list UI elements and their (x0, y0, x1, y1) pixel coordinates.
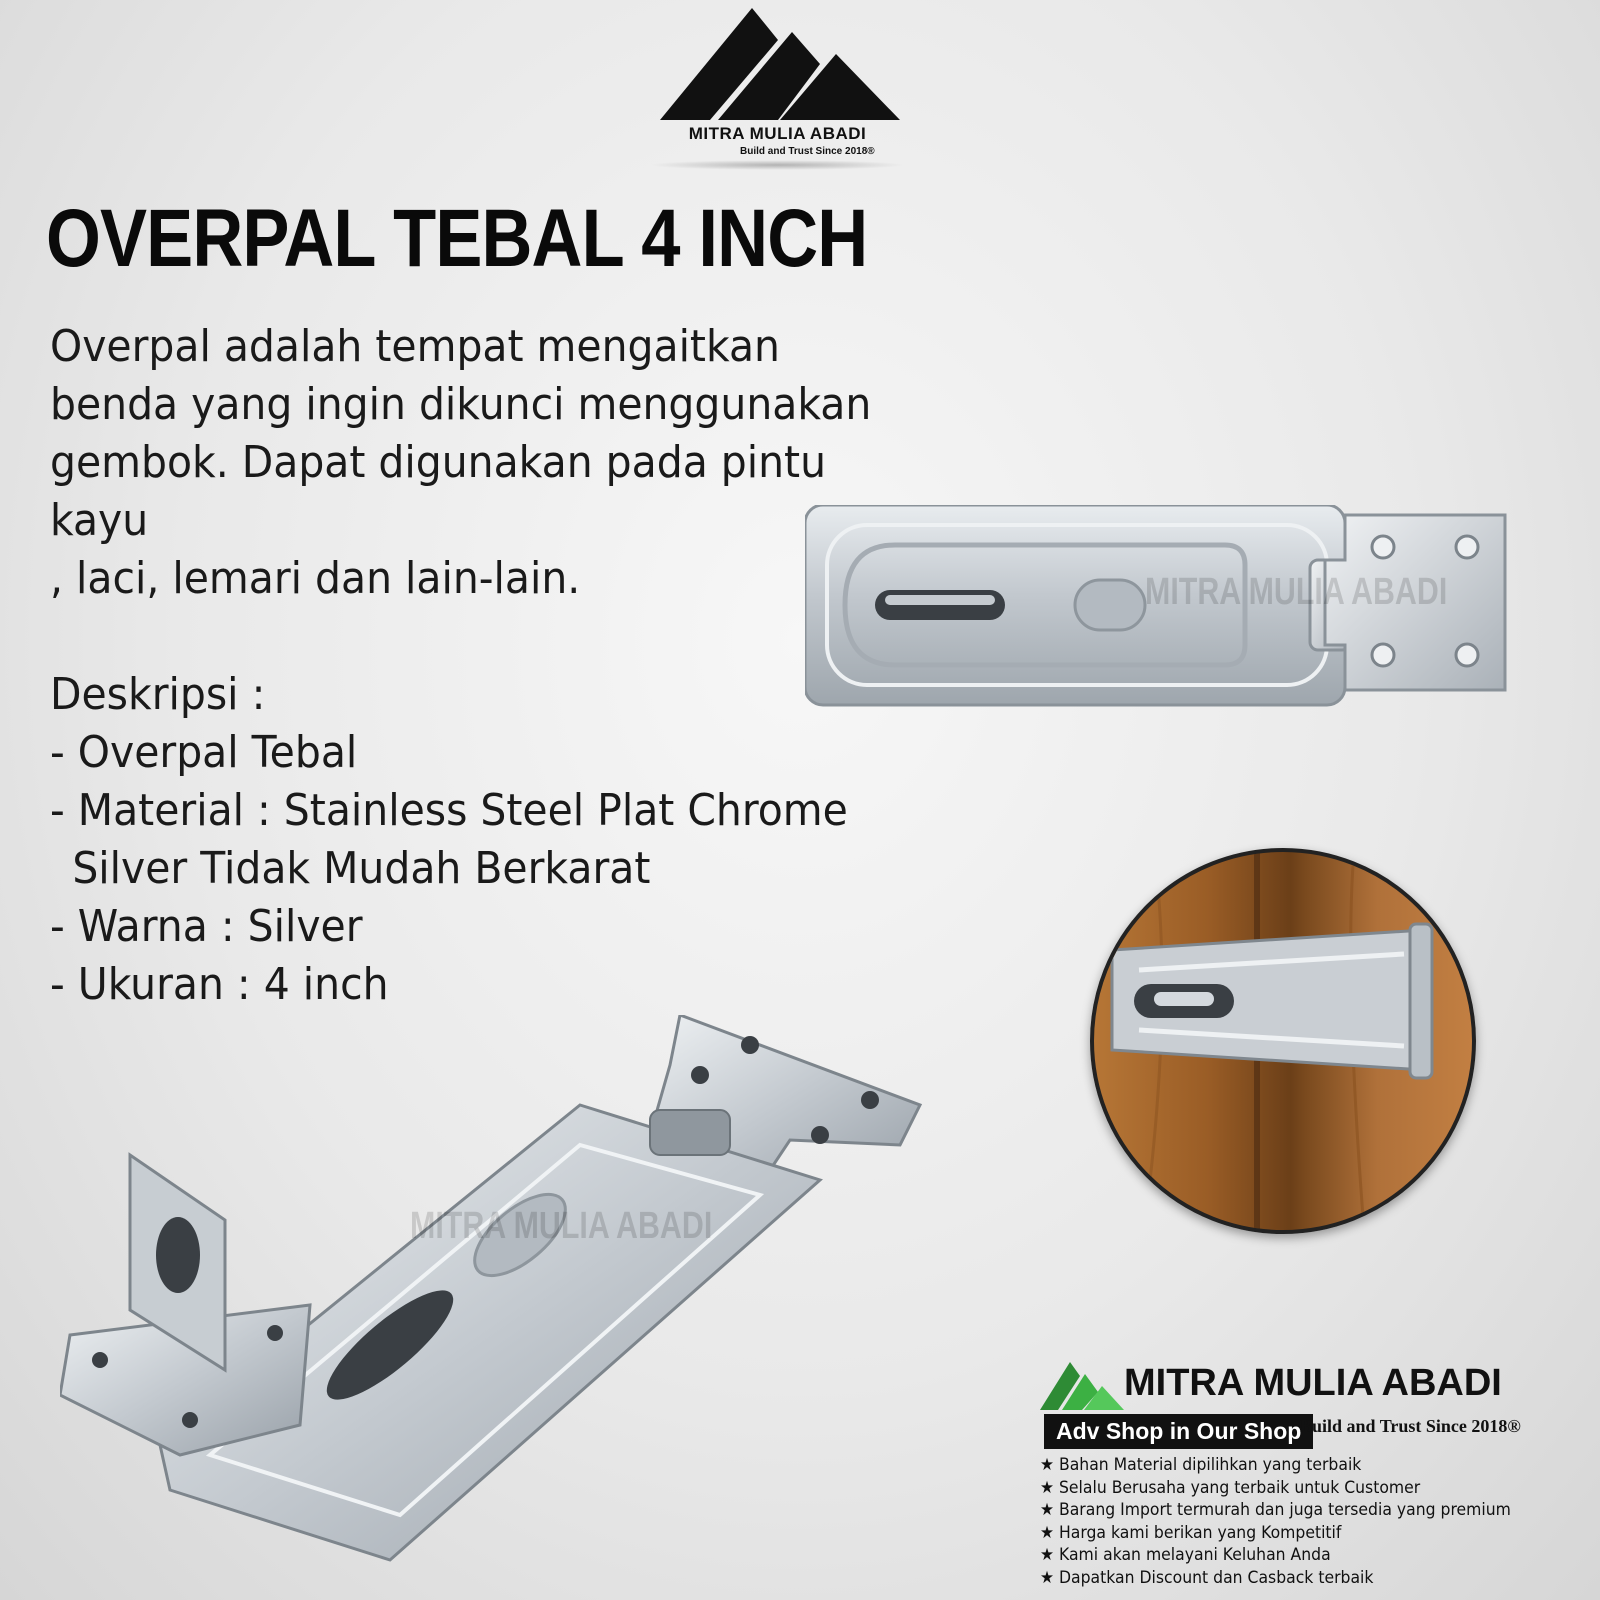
mountain-logo-green-icon (1040, 1362, 1130, 1412)
shop-badge: Adv Shop in Our Shop (1044, 1414, 1313, 1449)
feature-item: ★ Kami akan melayani Keluhan Anda (1040, 1545, 1331, 1565)
logo-shadow (650, 160, 905, 170)
description-line: gembok. Dapat digunakan pada pintu kayu (50, 437, 827, 546)
description-item: - Warna : Silver (50, 901, 363, 952)
feature-item: ★ Selalu Berusaha yang terbaik untuk Customer (1040, 1477, 1421, 1498)
feature-item: ★ Bahan Material dipilihkan yang terbaik (1040, 1455, 1362, 1475)
product-image-installed (1090, 848, 1476, 1234)
feature-item: ★ Barang Import termurah dan juga tersedia yang premium (1040, 1500, 1511, 1520)
spacer (50, 608, 934, 666)
feature-item: ★ Harga kami berikan yang Kompetitif (1040, 1522, 1342, 1543)
brand-tagline: Build and Trust Since 2018® (740, 146, 875, 157)
description-item: - Material : Stainless Steel Plat Chrome (50, 785, 848, 836)
description-heading: Deskripsi : (50, 669, 266, 720)
page-title: OVERPAL TEBAL 4 INCH (46, 193, 868, 284)
shop-info-panel (1040, 1362, 1600, 1597)
feature-item: ★ Dapatkan Discount dan Casback terbaik (1040, 1567, 1374, 1588)
mountain-logo-icon (660, 8, 900, 123)
product-description (50, 318, 934, 1014)
description-line: Overpal adalah tempat mengaitkan (50, 321, 780, 372)
product-image-hasp-angled (60, 1015, 940, 1575)
description-item: - Overpal Tebal (50, 727, 358, 778)
feature-list (1040, 1454, 1552, 1589)
description-item: Silver Tidak Mudah Berkarat (72, 843, 651, 894)
shop-tagline: Build and Trust Since 2018® (1300, 1416, 1521, 1436)
watermark-text: MITRA MULIA ABADI (410, 1205, 713, 1247)
product-image-hasp-flat (805, 505, 1545, 725)
brand-name: MITRA MULIA ABADI (688, 124, 867, 143)
description-line: , laci, lemari dan lain-lain. (50, 553, 581, 604)
description-line: benda yang ingin dikunci menggunakan (50, 379, 872, 430)
description-item: - Ukuran : 4 inch (50, 959, 389, 1010)
brand-logo-top (650, 8, 915, 168)
shop-name: MITRA MULIA ABADI (1124, 1362, 1502, 1404)
watermark-text: MITRA MULIA ABADI (1145, 571, 1448, 613)
